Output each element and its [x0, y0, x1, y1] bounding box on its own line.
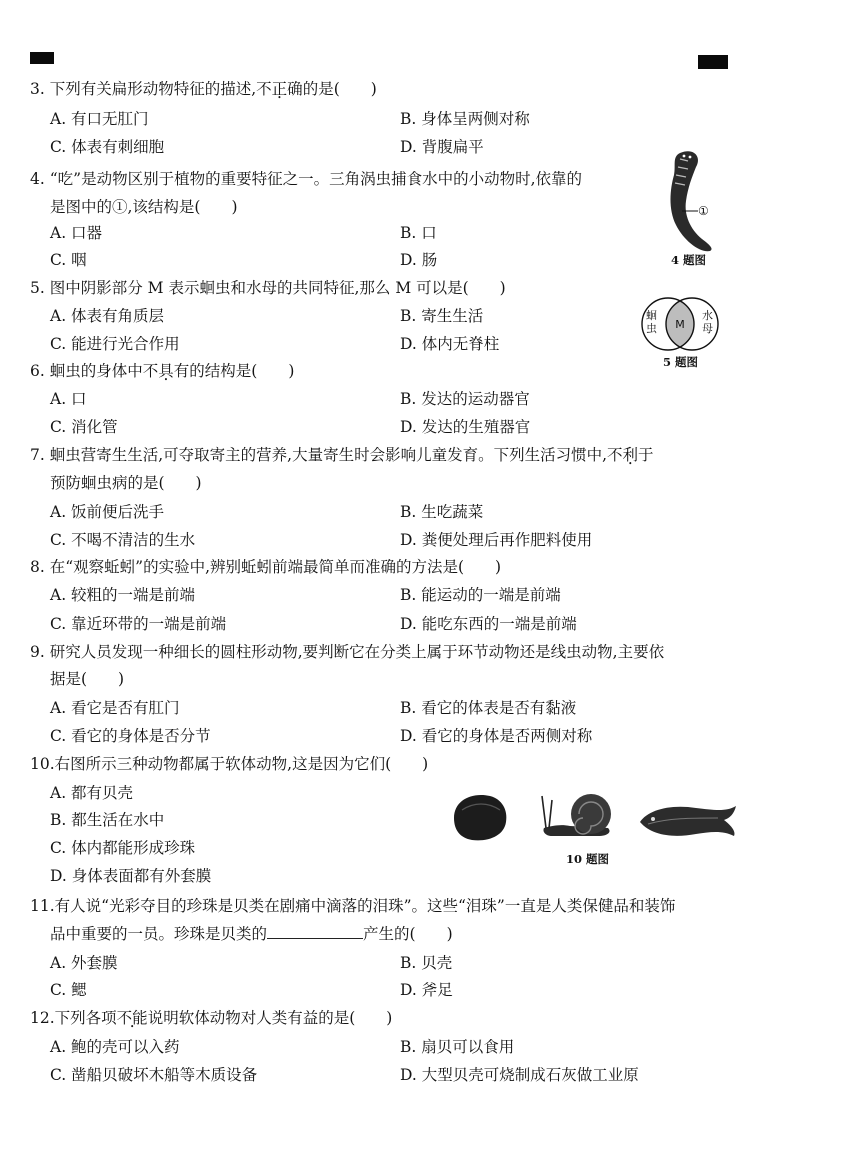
question-6-stem: 6. 蛔虫的身体中不具有的结构是( )	[30, 362, 295, 380]
question-4-stem-line2: 是图中的①,该结构是( )	[50, 198, 238, 216]
question-9-option-a[interactable]: A. 看它是否有肛门	[50, 699, 180, 717]
question-10-option-d[interactable]: D. 身体表面都有外套膜	[50, 867, 212, 885]
figure-4-caption: 4 题图	[671, 253, 707, 267]
question-5-option-d[interactable]: D. 体内无脊柱	[400, 335, 500, 353]
question-3-option-c[interactable]: C. 体表有刺细胞	[50, 138, 165, 156]
question-12-option-d[interactable]: D. 大型贝壳可烧制成石灰做工业原	[400, 1066, 639, 1084]
question-6-option-a[interactable]: A. 口	[50, 390, 87, 408]
question-9-option-b[interactable]: B. 看它的体表是否有黏液	[400, 699, 577, 717]
venn-right-label: 水母	[702, 309, 713, 335]
question-11-stem-line2: 品中重要的一员。珍珠是贝类的 产生的( )	[50, 925, 453, 943]
mollusc-figure	[448, 788, 740, 848]
question-7-option-b[interactable]: B. 生吃蔬菜	[400, 503, 484, 521]
question-8-option-c[interactable]: C. 靠近环带的一端是前端	[50, 615, 227, 633]
question-12-option-a[interactable]: A. 鲍的壳可以入药	[50, 1038, 180, 1056]
question-4-option-c[interactable]: C. 咽	[50, 251, 87, 269]
question-7-stem-line1: 7. 蛔虫营寄生生活,可夺取寄主的营养,大量寄生时会影响儿童发育。下列生活习惯中,不利于	[30, 446, 654, 464]
question-7-option-d[interactable]: D. 粪便处理后再作肥料使用	[400, 531, 593, 549]
question-6-option-b[interactable]: B. 发达的运动器官	[400, 390, 530, 408]
question-10-option-b[interactable]: B. 都生活在水中	[50, 811, 165, 829]
figure-10-caption: 10 题图	[566, 852, 610, 866]
question-3-option-d[interactable]: D. 背腹扁平	[400, 138, 484, 156]
question-7-stem-line2: 预防蛔虫病的是( )	[50, 474, 202, 492]
question-5-option-c[interactable]: C. 能进行光合作用	[50, 335, 180, 353]
question-7-option-c[interactable]: C. 不喝不清洁的生水	[50, 531, 196, 549]
question-11-option-d[interactable]: D. 斧足	[400, 981, 453, 999]
question-8-stem: 8. 在“观察蚯蚓”的实验中,辨别蚯蚓前端最简单而准确的方法是( )	[30, 558, 502, 576]
question-9-option-c[interactable]: C. 看它的身体是否分节	[50, 727, 211, 745]
question-6-option-d[interactable]: D. 发达的生殖器官	[400, 418, 531, 436]
question-9-stem-line1: 9. 研究人员发现一种细长的圆柱形动物,要判断它在分类上属于环节动物还是线虫动物,主要依	[30, 643, 665, 661]
question-10-option-c[interactable]: C. 体内都能形成珍珠	[50, 839, 196, 857]
question-3-option-a[interactable]: A. 有口无肛门	[50, 110, 149, 128]
planarian-label: ①	[698, 204, 709, 218]
question-9-stem-line2: 据是( )	[50, 670, 125, 688]
question-9-option-d[interactable]: D. 看它的身体是否两侧对称	[400, 727, 593, 745]
question-4-option-b[interactable]: B. 口	[400, 224, 437, 242]
question-11-option-c[interactable]: C. 鳃	[50, 981, 87, 999]
question-4-option-d[interactable]: D. 肠	[400, 251, 438, 269]
question-11-stem-line1: 11.有人说“光彩夺目的珍珠是贝类在剧痛中滴落的泪珠”。这些“泪珠”一直是人类保健品和装饰	[30, 897, 676, 915]
question-11-option-b[interactable]: B. 贝壳	[400, 954, 453, 972]
clam-image	[454, 795, 506, 840]
question-12-stem: 12.下列各项不能说明软体动物对人类有益的是( )	[30, 1009, 393, 1027]
question-8-option-d[interactable]: D. 能吃东西的一端是前端	[400, 615, 577, 633]
question-8-option-b[interactable]: B. 能运动的一端是前端	[400, 586, 561, 604]
venn-left-label: 蛔虫	[646, 309, 657, 335]
corner-mark-right	[698, 55, 728, 69]
question-12-option-b[interactable]: B. 扇贝可以食用	[400, 1038, 515, 1056]
planarian-figure	[650, 145, 740, 255]
question-12-option-c[interactable]: C. 凿船贝破坏木船等木质设备	[50, 1066, 258, 1084]
question-7-option-a[interactable]: A. 饭前便后洗手	[50, 503, 165, 521]
cuttlefish-image	[640, 806, 736, 836]
question-4-stem-line1: 4. “吃”是动物区别于植物的重要特征之一。三角涡虫捕食水中的小动物时,依靠的	[30, 170, 583, 188]
question-10-option-a[interactable]: A. 都有贝壳	[50, 784, 134, 802]
question-5-option-b[interactable]: B. 寄生生活	[400, 307, 484, 325]
question-10-stem: 10.右图所示三种动物都属于软体动物,这是因为它们( )	[30, 755, 429, 773]
question-11-option-a[interactable]: A. 外套膜	[50, 954, 118, 972]
question-3-option-b[interactable]: B. 身体呈两侧对称	[400, 110, 530, 128]
svg-text:M: M	[675, 318, 685, 331]
corner-mark-left	[30, 52, 54, 64]
snail-image	[542, 794, 611, 836]
answer-blank[interactable]	[267, 924, 363, 939]
question-3-stem: 3. 下列有关扁形动物特征的描述,不正确的是( )	[30, 80, 377, 98]
question-5-option-a[interactable]: A. 体表有角质层	[50, 307, 165, 325]
figure-5-caption: 5 题图	[663, 355, 699, 369]
question-6-option-c[interactable]: C. 消化管	[50, 418, 118, 436]
question-8-option-a[interactable]: A. 较粗的一端是前端	[50, 586, 196, 604]
question-4-option-a[interactable]: A. 口器	[50, 224, 103, 242]
question-5-stem: 5. 图中阴影部分 M 表示蛔虫和水母的共同特征,那么 M 可以是( )	[30, 279, 506, 297]
